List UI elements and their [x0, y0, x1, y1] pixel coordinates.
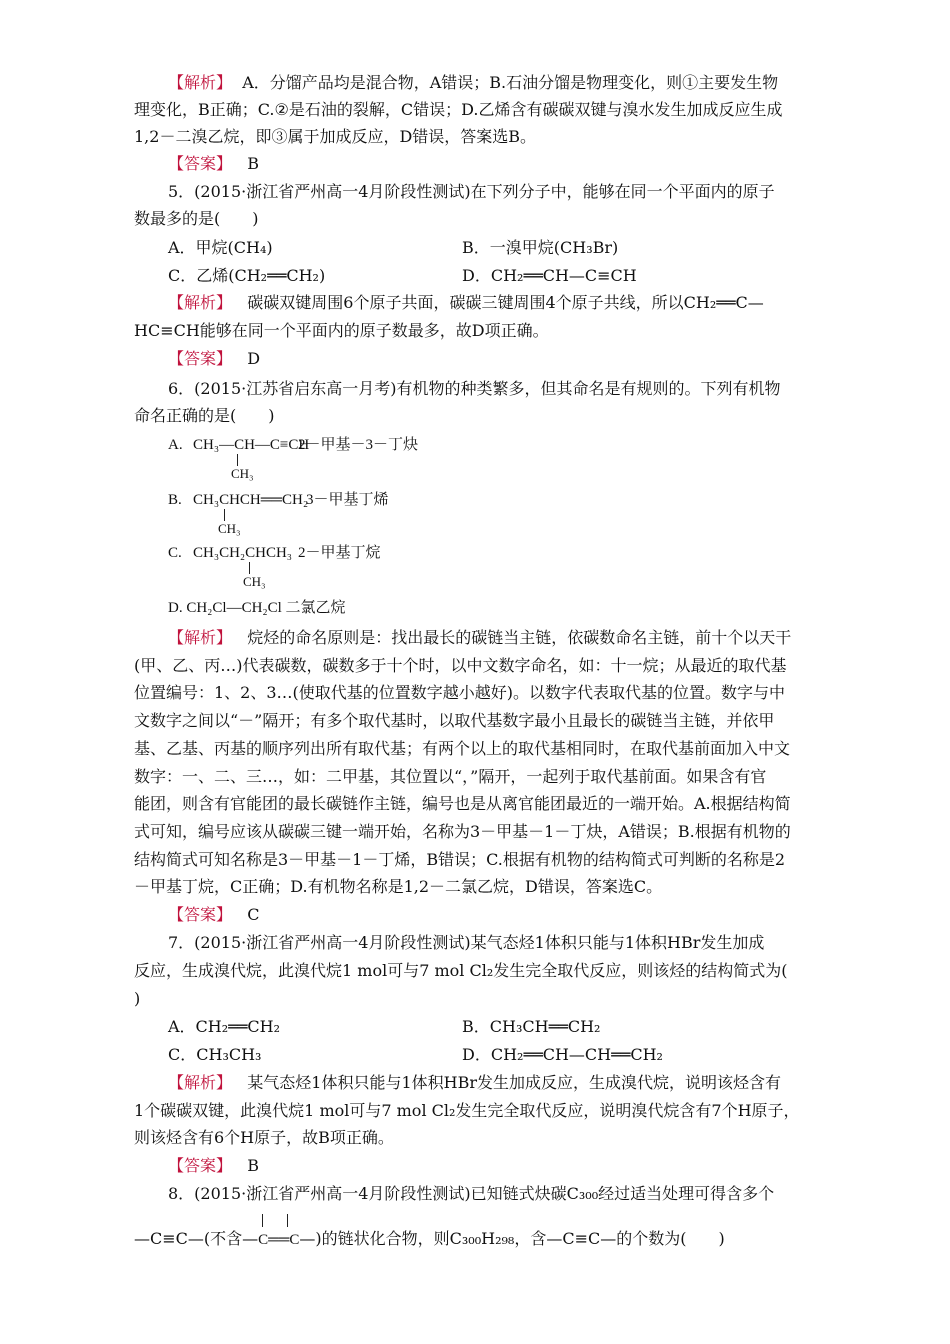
q6-answer: 【答案】 C: [168, 905, 260, 924]
q6-analysis-line-6: 数字：一、二、三…，如：二甲基，其位置以“，”隔开，一起列于取代基前面。如果含有官: [134, 767, 767, 786]
q5-option-c: C．乙烯(CH₂══CH₂): [168, 266, 326, 285]
q7-stem-line-2: 反应，生成溴代烷，此溴代烷1 mol可与7 mol Cl₂发生完全取代反应，则该烃的结构简式为(: [134, 961, 788, 980]
q6-analysis-line-7: 能团，则含有官能团的最长碳链作主链，编号也是从离官能团最近的一端开始。A.根据结构简: [134, 794, 791, 813]
q5-option-b: B．一溴甲烷(CH₃Br): [462, 238, 619, 257]
q6-option-b-formula: CH₃CHCH══CH₂: [193, 492, 309, 508]
q6-analysis-line-1: 【解析】 烷烃的命名原则是：找出最长的碳链当主链，依碳数命名主链，前十个以天干: [168, 628, 792, 647]
q6-option-c-formula: CH₃CH₂CHCH₃: [193, 545, 293, 561]
q7-option-c: C．CH₃CH₃: [168, 1045, 262, 1064]
q6-analysis-line-8: 式可知，编号应该从碳碳三键一端开始，名称为3－甲基－1－丁炔，A错误；B.根据有机物的: [134, 822, 791, 841]
q5-analysis-line-2: HC≡CH能够在同一个平面内的原子数最多，故D项正确。: [134, 321, 549, 340]
q4-analysis-line-3: 1,2－二溴乙烷，即③属于加成反应，D错误，答案选B。: [134, 127, 537, 146]
q6-analysis-line-5: 基、乙基、丙基的顺序列出所有取代基；有两个以上的取代基相同时，在取代基前面加入中文: [134, 739, 791, 758]
q6-option-a-label: A.: [168, 437, 183, 453]
q6-option-a-name: 2－甲基－3－丁炔: [298, 437, 419, 453]
q7-analysis-line-2: 1个碳碳双键，此溴代烷1 mol可与7 mol Cl₂发生完全取代反应，说明溴代烷含有7个H原子，: [134, 1101, 800, 1120]
q8-stem-line-2: —C≡C—(不含—C══C—)的链状化合物，则C₃₀₀H₂₉₈，含—C≡C—的个数为( ): [134, 1229, 725, 1248]
q4-answer: 【答案】 B: [168, 154, 260, 173]
q7-answer: 【答案】 B: [168, 1156, 260, 1175]
q6-option-c-label: C.: [168, 545, 182, 561]
answer-tag: 【答案】: [168, 154, 233, 173]
q6-option-d: D. CH₂Cl—CH₂Cl 二氯乙烷: [168, 600, 346, 616]
q6-option-c-branch: CH₃: [243, 574, 266, 589]
q6-analysis-line-2: (甲、乙、丙…)代表碳数，碳数多于十个时，以中文数字命名，如：十一烷；从最近的取代基: [134, 656, 787, 675]
q5-option-a: A．甲烷(CH₄): [168, 238, 273, 257]
q6-option-a-formula: CH₃—CH—C≡CH: [193, 437, 310, 453]
q4-analysis-line-1: 【解析】 A．分馏产品均是混合物，A错误；B.石油分馏是物理变化，则①主要发生物: [168, 73, 779, 92]
q6-option-b-name: 3－甲基丁烯: [306, 492, 389, 508]
q5-option-d: D．CH₂══CH—C≡CH: [462, 266, 637, 285]
q6-option-a-branch: CH₃: [231, 466, 254, 481]
q7-analysis-line-3: 则该烃含有6个H原子，故B项正确。: [134, 1128, 394, 1147]
q6-analysis-line-3: 位置编号：1、2、3…(使取代基的位置数字越小越好)。以数字代表取代基的位置。数字与中: [134, 683, 786, 702]
q7-option-b: B．CH₃CH══CH₂: [462, 1017, 601, 1036]
q7-stem-line-3: ): [134, 989, 141, 1008]
q6-analysis-line-4: 文数字之间以“－”隔开；有多个取代基时，以取代基数字最小且最长的碳链当主链，并依甲: [134, 711, 775, 730]
q6-analysis-line-9: 结构简式可知名称是3－甲基－1－丁烯，B错误；C.根据有机物的结构简式可判断的名称是2: [134, 850, 786, 869]
q6-option-c-name: 2－甲基丁烷: [298, 545, 381, 561]
q6-stem-line-2: 命名正确的是( ): [134, 406, 275, 425]
q5-analysis-line-1: 【解析】 碳碳双键周围6个原子共面，碳碳三键周围4个原子共线，所以CH₂══C—: [168, 293, 764, 312]
q6-stem-line-1: 6．(2015·江苏省启东高一月考)有机物的种类繁多，但其命名是有规则的。下列有机物: [168, 379, 781, 398]
q8-group-bond-left: [262, 1214, 263, 1227]
q7-option-a: A．CH₂══CH₂: [168, 1017, 281, 1036]
q6-option-b-label: B.: [168, 492, 182, 508]
q7-stem-line-1: 7．(2015·浙江省严州高一4月阶段性测试)某气态烃1体积只能与1体积HBr发生加成: [168, 933, 765, 952]
q8-double-bond-group: C══C: [258, 1232, 300, 1248]
q8-stem-line-1: 8．(2015·浙江省严州高一4月阶段性测试)已知链式炔碳C₃₀₀经过适当处理可得含多个: [168, 1184, 775, 1203]
q7-option-d: D．CH₂══CH—CH══CH₂: [462, 1045, 663, 1064]
q6-analysis-line-10: －甲基丁烷，C正确；D.有机物名称是1,2－二氯乙烷，D错误，答案选C。: [134, 877, 663, 896]
q8-group-bond-right: [287, 1214, 288, 1227]
q5-stem-line-2: 数最多的是( ): [134, 209, 259, 228]
q4-analysis-line-2: 理变化，B正确；C.②是石油的裂解，C错误；D.乙烯含有碳碳双键与溴水发生加成反应生成: [134, 100, 783, 119]
q5-answer: 【答案】 D: [168, 349, 261, 368]
q5-stem-line-1: 5．(2015·浙江省严州高一4月阶段性测试)在下列分子中，能够在同一个平面内的原子: [168, 182, 775, 201]
q7-analysis-line-1: 【解析】 某气态烃1体积只能与1体积HBr发生加成反应，生成溴代烷，说明该烃含有: [168, 1073, 782, 1092]
analysis-tag: 【解析】: [168, 73, 233, 92]
q6-option-b-branch: CH₃: [218, 521, 241, 536]
